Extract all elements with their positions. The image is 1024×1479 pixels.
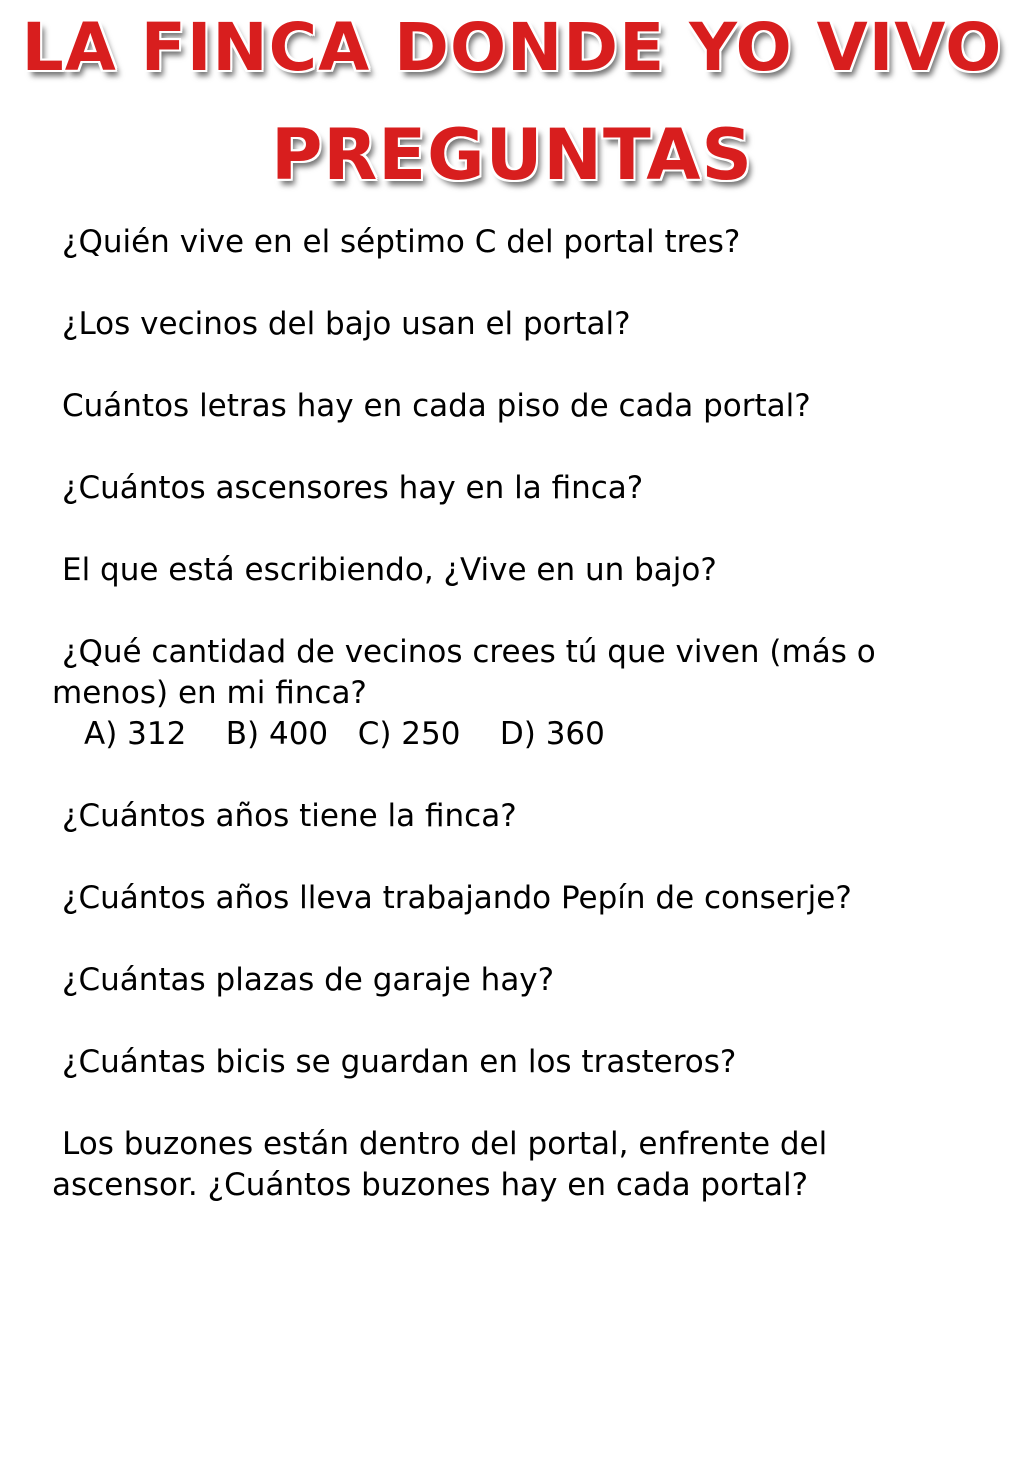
option-a: A) 312 [84,716,187,752]
option-c: C) 250 [357,716,461,752]
question-10 [52,1042,982,1083]
question-7-text: ¿Cuántos años tiene la finca? [62,798,517,834]
title-line-2: PREGUNTAS [271,114,753,196]
question-10-text: ¿Cuántas bicis se guardan en los trasteros? [62,1044,737,1080]
question-2-text: ¿Los vecinos del bajo usan el portal? [62,306,631,342]
question-9 [52,960,982,1001]
question-3-text: Cuántos letras hay en cada piso de cada portal? [62,388,811,424]
question-5-text: El que está escribiendo, ¿Vive en un bajo? [62,552,717,588]
question-11-text-line-1: Los buzones están dentro del portal, enfrente del [62,1126,828,1162]
answer-options [84,714,605,755]
question-2 [52,304,982,345]
question-8 [52,878,982,919]
question-6-text-line-1: ¿Qué cantidad de vecinos crees tú que viven (más o [62,634,876,670]
question-6 [52,632,982,673]
question-9-text: ¿Cuántas plazas de garaje hay? [62,962,555,998]
question-4-text: ¿Cuántos ascensores hay en la finca? [62,470,644,506]
question-11 [52,1124,982,1165]
question-3 [52,386,982,427]
question-11-continued [52,1165,982,1206]
question-1 [52,222,982,263]
question-5 [52,550,982,591]
option-d: D) 360 [499,716,605,752]
question-7 [52,796,982,837]
question-1-text: ¿Quién vive en el séptimo C del portal tres? [62,224,741,260]
question-6-text-line-2: menos) en mi finca? [52,675,367,711]
question-6-continued [52,673,982,714]
title-line-1: LA FINCA DONDE YO VIVO [21,9,1003,86]
question-4 [52,468,982,509]
question-11-text-line-2: ascensor. ¿Cuántos buzones hay en cada portal? [52,1167,809,1203]
option-b: B) 400 [225,716,329,752]
question-8-text: ¿Cuántos años lleva trabajando Pepín de conserje? [62,880,852,916]
